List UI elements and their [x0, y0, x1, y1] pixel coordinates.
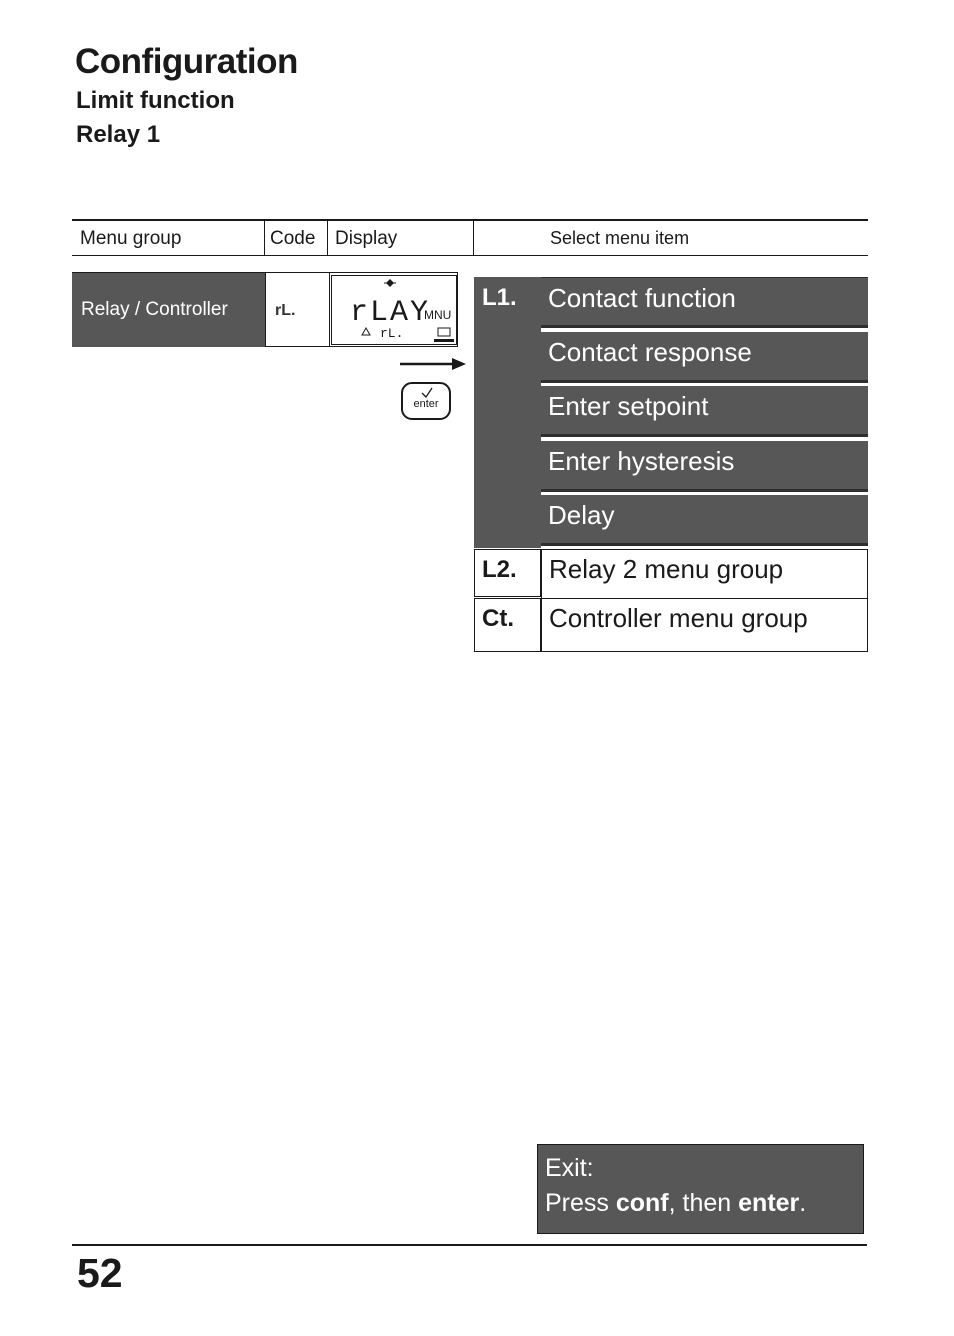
page-number: 52	[77, 1250, 123, 1296]
hold-icon	[438, 328, 450, 336]
exit-label: Exit:	[545, 1154, 594, 1182]
menu-item-delay[interactable]: Delay	[541, 495, 868, 546]
menu-item-enter-hysteresis[interactable]: Enter hysteresis	[541, 441, 868, 492]
lcd-mode-text: MNU	[424, 308, 452, 322]
table-top-rule	[72, 219, 868, 221]
lcd-main-text: rLAY	[350, 296, 431, 330]
menu-item-relay2-group[interactable]: Relay 2 menu group	[541, 549, 868, 599]
code-cell: rL.	[275, 302, 296, 319]
menu-item-contact-response[interactable]: Contact response	[541, 332, 868, 383]
enter-key-label: enter	[413, 398, 439, 410]
lcd-display	[331, 275, 457, 345]
menu-item-contact-function[interactable]: Contact function	[541, 277, 868, 328]
menu-group-cell: Relay / Controller	[72, 273, 265, 347]
exit-instruction: Press conf, then enter.	[545, 1189, 807, 1217]
section-subtitle-relay: Relay 1	[76, 121, 161, 148]
column-divider	[265, 273, 266, 347]
page-title: Configuration	[75, 42, 298, 81]
menu-item-enter-setpoint[interactable]: Enter setpoint	[541, 386, 868, 437]
table-header-rule	[72, 255, 868, 256]
header-code: Code	[270, 228, 316, 249]
l2-code: L2.	[474, 549, 541, 597]
column-divider	[473, 221, 474, 255]
lcd-sub-text: rL.	[380, 326, 404, 341]
header-select: Select menu item	[550, 228, 690, 248]
enter-key-ref: enter	[738, 1189, 800, 1217]
column-divider	[329, 273, 330, 347]
section-subtitle: Limit function	[76, 87, 235, 114]
column-divider	[264, 221, 265, 255]
lcd-graphic	[332, 276, 456, 344]
header-display: Display	[335, 228, 398, 249]
exit-instructions	[537, 1144, 864, 1234]
footer-rule	[72, 1244, 867, 1246]
column-divider	[327, 221, 328, 255]
l1-block	[474, 277, 541, 548]
ct-code: Ct.	[474, 598, 541, 652]
l1-code: L1.	[482, 284, 517, 311]
arrow-icon	[398, 354, 468, 374]
header-menu-group: Menu group	[80, 228, 182, 249]
enter-key-button[interactable]	[401, 382, 451, 420]
conf-key: conf	[615, 1189, 669, 1217]
menu-item-controller-group[interactable]: Controller menu group	[541, 598, 868, 652]
